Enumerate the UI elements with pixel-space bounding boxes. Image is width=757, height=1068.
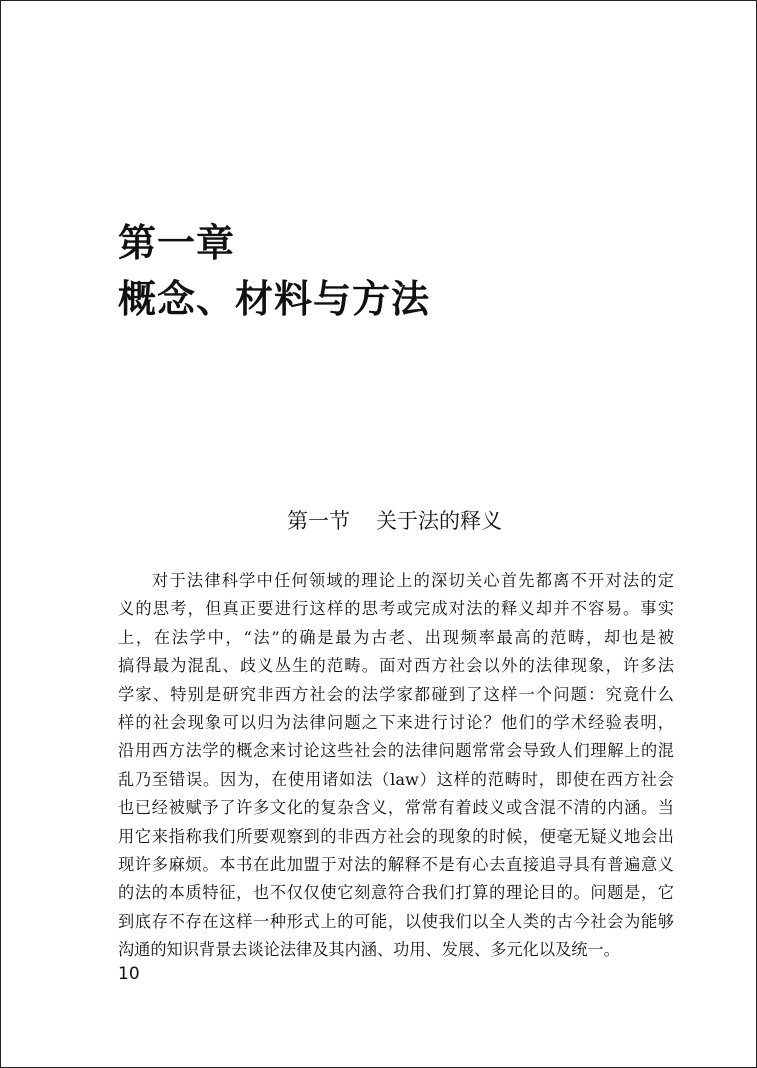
paragraph-line: 对于法律科学中任何领域的理论上的深切关心首先都离不开对法的定	[152, 571, 674, 590]
section-title: 关于法的释义	[376, 509, 502, 533]
paragraph-line: 上，在法学中，“法”的确是最为古老、出现频率最高的范畴，却也是被	[118, 627, 674, 647]
paragraph-line: 样的社会现象可以归为法律问题之下来进行讨论？他们的学术经验表明，	[118, 712, 674, 732]
paragraph-line: 沟通的知识背景去谈论法律及其内涵、功用、发展、多元化以及统一。	[118, 940, 620, 960]
paragraph-line: 现许多麻烦。本书在此加盟于对法的解释不是有心去直接追寻具有普遍意义	[118, 854, 674, 874]
paragraph-line: 用它来指称我们所要观察到的非西方社会的现象的时候，便毫无疑义地会出	[118, 826, 674, 846]
section-number: 第一节	[287, 509, 350, 533]
paragraph-line: 义的思考，但真正要进行这样的思考或完成对法的释义却并不容易。事实	[118, 599, 674, 619]
paragraph-line: 学家、特别是研究非西方社会的法学家都碰到了这样一个问题：究竟什么	[118, 684, 674, 704]
page-corner-fold	[743, 0, 757, 14]
paragraph-line: 也已经被赋予了许多文化的复杂含义，常常有着歧义或含混不清的内涵。当	[118, 798, 674, 818]
section-heading	[0, 506, 757, 536]
paragraph-line: 沿用西方法学的概念来讨论这些社会的法律问题常常会导致人们理解上的混	[118, 741, 674, 761]
chapter-number: 第一章	[118, 220, 236, 265]
paragraph-line: 到底存不存在这样一种形式上的可能，以使我们以全人类的古今社会为能够	[118, 911, 674, 931]
chapter-title: 概念、材料与方法	[118, 276, 431, 321]
page-number: 10	[118, 964, 140, 984]
paragraph-line: 搞得最为混乱、歧义丛生的范畴。面对西方社会以外的法律现象，许多法	[118, 656, 674, 676]
paragraph-line: 乱乃至错误。因为，在使用诸如法（law）这样的范畴时，即使在西方社会	[118, 769, 674, 789]
paragraph-line: 的法的本质特征，也不仅仅使它刻意符合我们打算的理论目的。问题是，它	[118, 883, 674, 903]
body-paragraph	[118, 567, 674, 964]
